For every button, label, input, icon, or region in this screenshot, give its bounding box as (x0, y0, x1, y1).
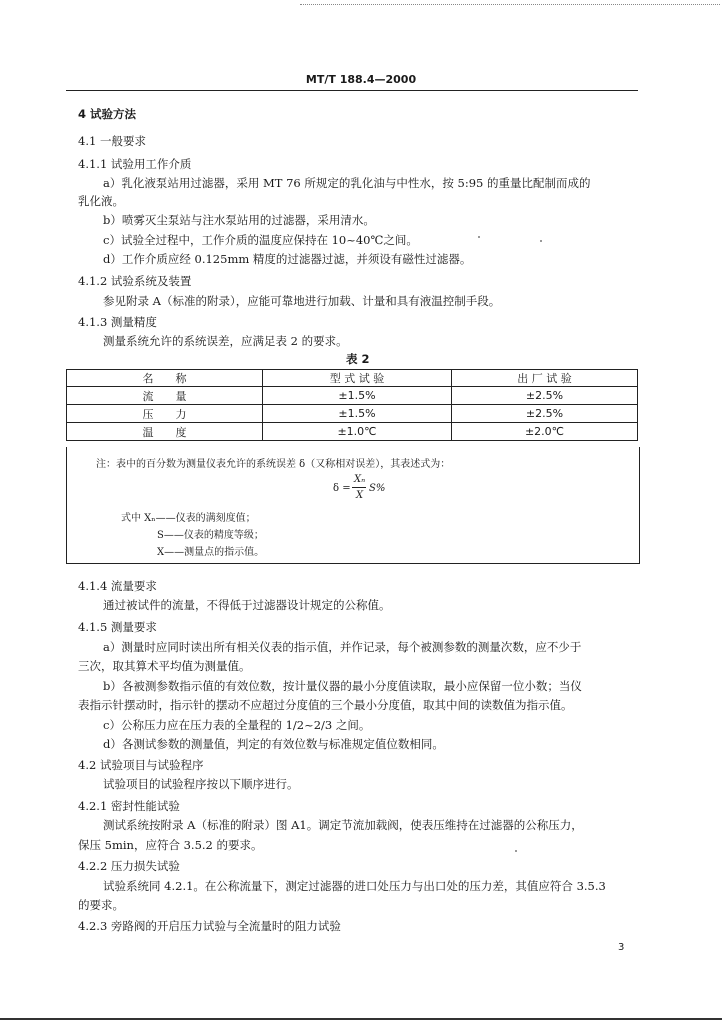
para-4-1-5-a-line2: 三次，取其算术平均值为测量值。 (78, 659, 251, 673)
table-cell: 压 力 (67, 405, 263, 423)
para-4-1-1-c: c）试验全过程中，工作介质的温度应保持在 10~40℃之间。 (103, 233, 418, 247)
table-header-type-test: 型 式 试 验 (263, 370, 452, 387)
table-row (67, 405, 638, 423)
formula-lhs: δ = (333, 483, 351, 494)
heading-4-2-3: 4.2.3 旁路阀的开启压力试验与全流量时的阻力试验 (78, 919, 341, 933)
table-cell: ±2.5% (452, 405, 638, 423)
scan-speck (478, 236, 480, 238)
para-4-1-5-b-line2: 表指示针摆动时，指示针的摆动不应超过分度值的三个最小分度值，取其中间的读数值为指示值。 (78, 698, 573, 712)
table-header-factory-test: 出 厂 试 验 (452, 370, 638, 387)
formula-numerator: Xₙ (354, 474, 366, 485)
scan-bottom-edge (0, 1018, 722, 1020)
formula-denominator: X (356, 490, 364, 501)
heading-4-1-1: 4.1.1 试验用工作介质 (78, 157, 192, 171)
section-4-title: 4 试验方法 (78, 107, 137, 121)
table-2-note (66, 447, 640, 564)
table-header-name: 名 称 (67, 370, 263, 387)
table-cell: ±1.5% (263, 405, 452, 423)
table-cell: ±2.0℃ (452, 423, 638, 441)
para-4-2-2-line1: 试验系统同 4.2.1。在公称流量下，测定过滤器的进口处压力与出口处的压力差，其值应符合 3.5.3 (103, 879, 606, 893)
heading-4-2: 4.2 试验项目与试验程序 (78, 758, 204, 772)
para-4-1-5-b-line1: b）各被测参数指示值的有效位数，按计量仪器的最小分度值读取，最小应保留一位小数；当仪 (103, 679, 582, 693)
table-header-row (67, 370, 638, 387)
heading-4-1-5: 4.1.5 测量要求 (78, 620, 157, 634)
para-4-1-5-a-line1: a）测量时应同时读出所有相关仪表的指示值，并作记录，每个被测参数的测量次数，应不少于 (103, 640, 582, 654)
para-4-2-2-line2: 的要求。 (78, 898, 124, 912)
para-4-2-1-line1: 测试系统按附录 A（标准的附录）图 A1。调定节流加载阀，使表压维持在过滤器的公称压力， (103, 818, 583, 832)
where-line-2: S——仪表的精度等级； (157, 530, 264, 541)
note-line: 注：表中的百分数为测量仪表允许的系统误差 δ（又称相对误差），其表述式为： (96, 459, 451, 470)
para-4-1-1-d: d）工作介质应经 0.125mm 精度的过滤器过滤，并须设有磁性过滤器。 (103, 252, 472, 266)
standard-number: MT/T 188.4—2000 (305, 73, 417, 86)
heading-4-2-1: 4.2.1 密封性能试验 (78, 799, 180, 813)
para-4-1-2: 参见附录 A（标准的附录），应能可靠地进行加载、计量和具有液温控制手段。 (103, 294, 501, 308)
heading-4-1-4: 4.1.4 流量要求 (78, 579, 157, 593)
header-rule (66, 90, 638, 91)
para-4-1-1-a-line2: 乳化液。 (78, 194, 124, 208)
table-2-caption: 表 2 (346, 352, 370, 366)
para-4-1-4: 通过被试件的流量，不得低于过滤器设计规定的公称值。 (103, 598, 391, 612)
fraction-bar (352, 487, 366, 488)
para-4-1-1-a-line1: a）乳化液泵站用过滤器，采用 MT 76 所规定的乳化油与中性水，按 5:95 的重量比配制而成的 (103, 176, 591, 190)
formula-rhs: S% (369, 483, 386, 494)
heading-4-1: 4.1 一般要求 (78, 134, 146, 148)
where-line-3: X——测量点的指示值。 (157, 547, 265, 558)
table-row (67, 387, 638, 405)
scan-top-edge (300, 4, 720, 5)
table-cell: ±1.5% (263, 387, 452, 405)
scan-speck (540, 240, 542, 242)
para-4-1-3: 测量系统允许的系统误差，应满足表 2 的要求。 (103, 334, 348, 348)
table-cell: 流 量 (67, 387, 263, 405)
para-4-2: 试验项目的试验程序按以下顺序进行。 (103, 777, 299, 791)
para-4-2-1-line2: 保压 5min，应符合 3.5.2 的要求。 (78, 838, 263, 852)
table-cell: ±2.5% (452, 387, 638, 405)
table-cell: 温 度 (67, 423, 263, 441)
table-2 (66, 369, 638, 441)
table-row (67, 423, 638, 441)
para-4-1-5-d: d）各测试参数的测量值，判定的有效位数与标准规定值位数相同。 (103, 737, 444, 751)
heading-4-2-2: 4.2.2 压力损失试验 (78, 859, 180, 873)
para-4-1-5-c: c）公称压力应在压力表的全量程的 1/2~2/3 之间。 (103, 718, 371, 732)
heading-4-1-3: 4.1.3 测量精度 (78, 315, 157, 329)
where-line-1: 式中 Xₙ——仪表的满刻度值； (121, 513, 256, 524)
heading-4-1-2: 4.1.2 试验系统及装置 (78, 274, 192, 288)
para-4-1-1-b: b）喷雾灭尘泵站与注水泵站用的过滤器，采用清水。 (103, 213, 375, 227)
table-cell: ±1.0℃ (263, 423, 452, 441)
page-number: 3 (618, 942, 625, 953)
scan-speck (515, 850, 517, 852)
